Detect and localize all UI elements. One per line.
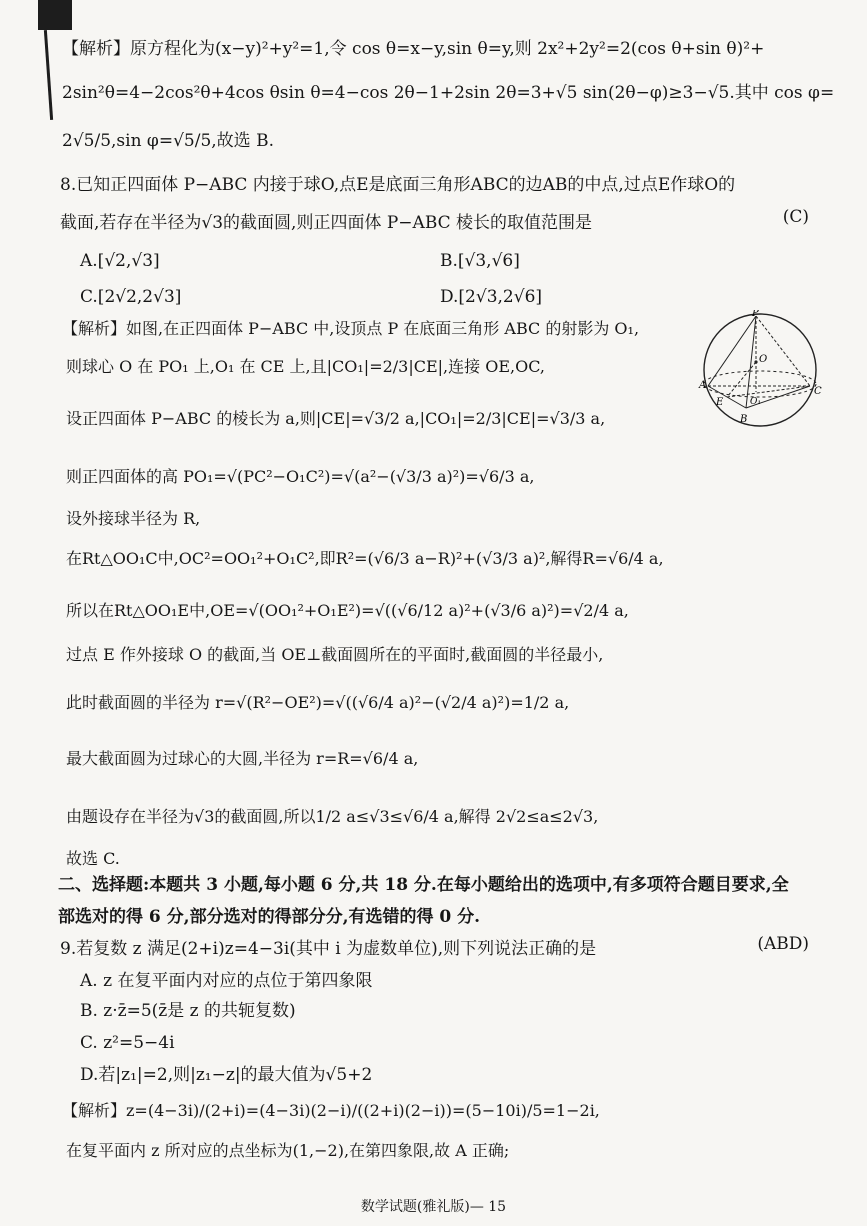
tetrahedron-in-sphere-figure: [698, 310, 830, 430]
solution-8-line-2: 则球心 O 在 PO₁ 上,O₁ 在 CE 上,且|CO₁|=2/3|CE|,连接 OE,OC,: [66, 357, 545, 376]
solution-8-line-3: 设正四面体 P−ABC 的棱长为 a,则|CE|=√3/2 a,|CO₁|=2/3|CE|=√3/3 a,: [66, 409, 606, 428]
center-o: [754, 360, 757, 363]
corner-mark: [38, 0, 72, 30]
q8-option-a: A.[√2,√3]: [80, 251, 160, 271]
solution-8-line-6: 在Rt△OO₁C中,OC²=OO₁²+O₁C²,即R²=(√6/3 a−R)²+(√3/3 a)²,解得R=√6/4 a,: [66, 549, 664, 568]
sphere-outline: [704, 314, 816, 426]
solution-8-line-9: 此时截面圆的半径为 r=√(R²−OE²)=√((√6/4 a)²−(√2/4 a)²)=1/2 a,: [66, 693, 570, 712]
solution-8-line-12: 故选 C.: [66, 849, 120, 868]
solution-7-line-1: 【解析】原方程化为(x−y)²+y²=1,令 cos θ=x−y,sin θ=y,则 2x²+2y²=2(cos θ+sin θ)²+: [62, 39, 765, 59]
solution-8-line-4: 则正四面体的高 PO₁=√(PC²−O₁C²)=√(a²−(√3/3 a)²)=√6/3 a,: [66, 467, 535, 486]
solution-8-line-1: 【解析】如图,在正四面体 P−ABC 中,设顶点 P 在底面三角形 ABC 的射影为 O₁,: [62, 319, 640, 338]
label-a: A: [699, 380, 707, 391]
label-c: C: [814, 386, 822, 397]
solution-9-line-2: 在复平面内 z 所对应的点坐标为(1,−2),在第四象限,故 A 正确;: [66, 1141, 510, 1160]
page-footer: 数学试题(雅礼版)— 15: [360, 1199, 507, 1215]
label-o1: O₁: [750, 397, 761, 407]
solution-8-line-8: 过点 E 作外接球 O 的截面,当 OE⊥截面圆所在的平面时,截面圆的半径最小,: [66, 645, 604, 664]
solution-8-line-7: 所以在Rt△OO₁E中,OE=√(OO₁²+O₁E²)=√((√6/12 a)²+(√3/6 a)²)=√2/4 a,: [66, 601, 629, 620]
solution-7-line-3: 2√5/5,sin φ=√5/5,故选 B.: [62, 131, 274, 151]
q9-option-c: C. z²=5−4i: [80, 1033, 175, 1053]
q8-option-b: B.[√3,√6]: [440, 251, 520, 271]
q9-option-d: D.若|z₁|=2,则|z₁−z|的最大值为√5+2: [80, 1065, 373, 1085]
q9-option-a: A. z 在复平面内对应的点位于第四象限: [80, 971, 373, 991]
label-b: B: [740, 414, 748, 425]
solution-7-line-2: 2sin²θ=4−2cos²θ+4cos θsin θ=4−cos 2θ−1+2sin 2θ=3+√5 sin(2θ−φ)≥3−√5.其中 cos φ=: [62, 83, 835, 103]
edge-pc: [756, 316, 810, 386]
question-9-answer: (ABD): [757, 934, 809, 954]
label-p: P: [752, 310, 759, 319]
median-ce: [727, 386, 810, 397]
solution-9-line-1: 【解析】z=(4−3i)/(2+i)=(4−3i)(2−i)/((2+i)(2−i))=(5−10i)/5=1−2i,: [62, 1101, 600, 1120]
q8-option-d: D.[2√3,2√6]: [440, 287, 543, 307]
solution-8-line-10: 最大截面圆为过球心的大圆,半径为 r=R=√6/4 a,: [66, 749, 419, 768]
label-e: E: [716, 397, 724, 408]
label-o: O: [759, 354, 768, 365]
solution-8-line-11: 由题设存在半径为√3的截面圆,所以1/2 a≤√3≤√6/4 a,解得 2√2≤a≤2√3,: [66, 807, 599, 826]
edge-pa: [708, 316, 756, 386]
solution-8-line-5: 设外接球半径为 R,: [66, 509, 201, 528]
margin-line: [44, 30, 53, 120]
section-2-heading-1: 二、选择题:本题共 3 小题,每小题 6 分,共 18 分.在每小题给出的选项中,有多项符合题目要求,全: [58, 875, 789, 895]
segment-oe: [727, 362, 756, 397]
question-8-stem-1: 8.已知正四面体 P−ABC 内接于球O,点E是底面三角形ABC的边AB的中点,过点E作球O的: [60, 175, 736, 195]
section-2-heading-2: 部选对的得 6 分,部分选对的得部分分,有选错的得 0 分.: [58, 907, 481, 927]
q8-option-c: C.[2√2,2√3]: [80, 287, 182, 307]
question-9-stem: 9.若复数 z 满足(2+i)z=4−3i(其中 i 为虚数单位),则下列说法正确的是: [60, 939, 597, 959]
question-8-answer: (C): [782, 207, 809, 227]
question-8-stem-2: 截面,若存在半径为√3的截面圆,则正四面体 P−ABC 棱长的取值范围是: [60, 213, 593, 233]
q9-option-b: B. z·z̄=5(z̄是 z 的共轭复数): [80, 1001, 296, 1021]
